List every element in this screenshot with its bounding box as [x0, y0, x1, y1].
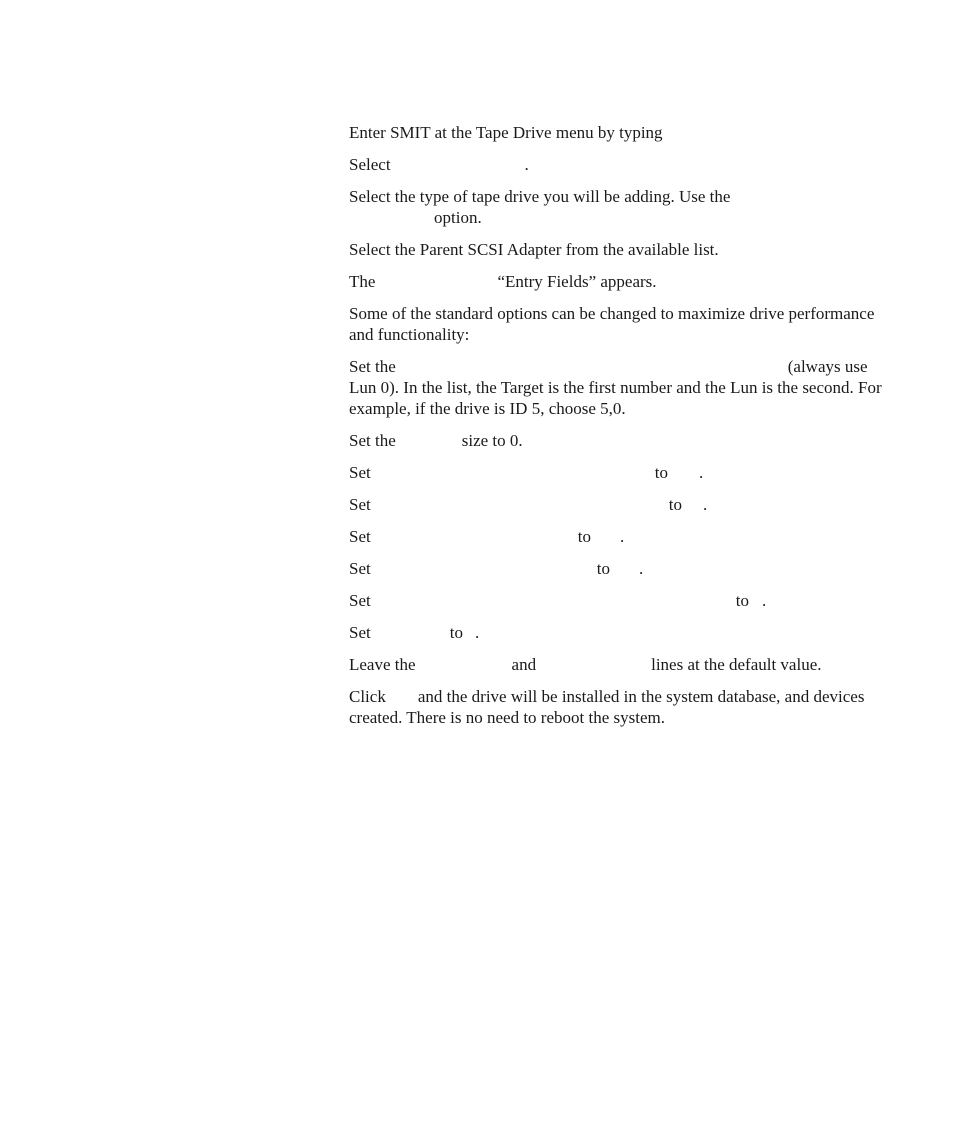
step-entry-fields: The “Entry Fields” appears. [349, 272, 657, 291]
step-select-add: Select . [349, 155, 529, 174]
step-standard-options: Some of the standard options can be changed to maximize drive performance and functionality: [349, 304, 875, 344]
step-set-option-6: Set to . [349, 623, 480, 642]
step-set-option-3: Set to . [349, 527, 625, 546]
step-click-ok: Click and the drive will be installed in the system database, and devices created. There is no need to reboot the system. [349, 687, 865, 727]
step-set-block-size: Set the size to 0. [349, 431, 523, 450]
step-set-option-2: Set to . [349, 495, 708, 514]
step-select-parent-adapter: Select the Parent SCSI Adapter from the available list. [349, 240, 719, 259]
step-set-option-1: Set to . [349, 463, 704, 482]
installation-steps [349, 122, 889, 739]
step-set-option-4: Set to . [349, 559, 644, 578]
step-select-tape-type: Select the type of tape drive you will be adding. Use the option. [349, 187, 731, 227]
step-leave-defaults: Leave the and lines at the default value. [349, 655, 822, 674]
step-set-connection-address: Set the (always use Lun 0). In the list, the Target is the first number and the Lun is the second. For example, if the drive is ID 5, choose 5,0. [349, 357, 882, 418]
step-set-option-5: Set to . [349, 591, 767, 610]
step-enter-smit: Enter SMIT at the Tape Drive menu by typing [349, 123, 663, 142]
